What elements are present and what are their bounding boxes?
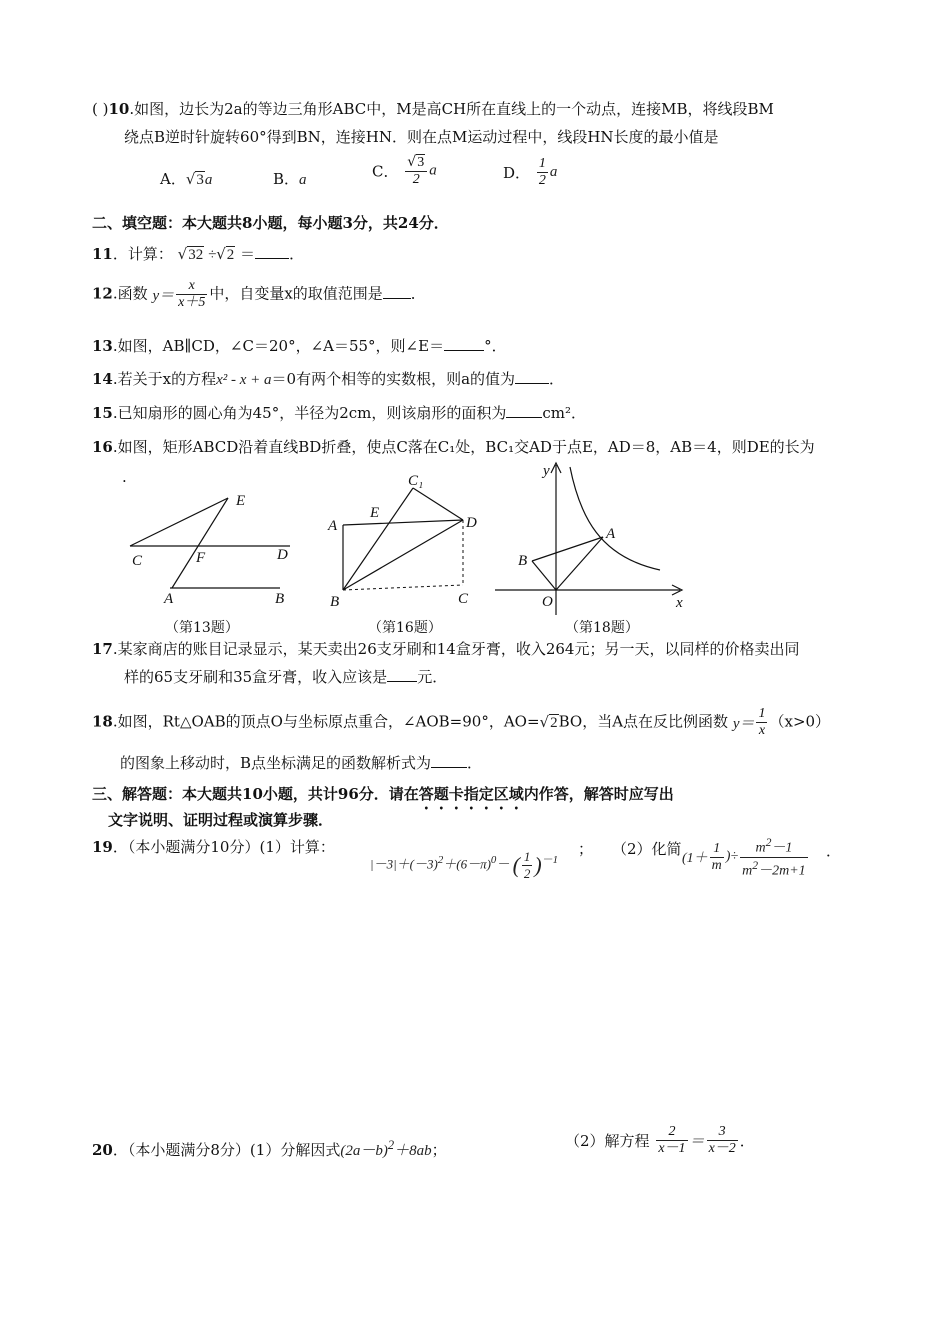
q10-number: 10 [108,100,130,118]
q17: 17.某家商店的账目记录显示，某天卖出26支牙刷和14盒牙膏，收入264元；另一天，以同样的价格卖出同 [92,640,800,658]
section3-title: 三、解答题：本大题共10小题，共计96分．请在答题卡指定区域内作答，解答时应写出 [92,785,674,803]
q14: 14.若关于x的方程x² - x + a＝0有两个相等的实数根，则a的值为 ． [92,370,565,388]
fig18-label-o: O [542,594,553,610]
section3-title-line2: 文字说明、证明过程或演算步骤． [108,811,334,829]
q17-line2: 样的65支牙刷和35盒牙膏，收入应该是 元． [124,668,448,686]
fig13-label-f: F [196,550,206,566]
q19-part2: （2）化简 [612,840,682,858]
fig18-label-x: x [676,595,683,611]
figure-16 [325,470,485,615]
q20: 20．（本小题满分8分）(1）分解因式$(2a-b)^2+8ab$； [92,1138,447,1159]
q19-expression-2: (1＋ $\frac{1}{m}$ )÷ $\frac{m^2-1}{m^2-2m+1}$ [682,836,806,879]
section2-title: 二、填空题：本大题共8小题，每小题3分，共24分． [92,214,449,232]
q13-answer-blank [444,336,484,351]
fig16-label-b: B [330,594,340,610]
fig18-caption: （第18题） [565,620,639,636]
q20-expression-1: $(2a-b)^2+8ab$ [340,1138,432,1159]
q17-answer-blank [387,667,417,682]
fig18-label-y: y [543,463,550,479]
fig18-label-b: B [518,553,528,569]
q15-answer-blank [506,403,542,418]
q16: 16.如图，矩形ABCD沿着直线BD折叠，使点C落在C₁处，BC₁交AD于点E，AD＝8，AB＝4，则DE的长为 [92,438,815,456]
q10-option-c: C． $\frac{√3}{2}$ a [372,154,437,187]
fig16-label-c1: C₁ [408,473,424,489]
fig13-label-d: D [277,547,288,563]
fig13-label-e: E [236,493,246,509]
q11-expression: √32 ÷√2 [177,245,235,263]
q10-option-b: B．a [273,170,307,188]
fig13-caption: （第13题） [165,620,239,636]
q20-part2: （2）解方程 $\frac{2}{x-1}$ ＝ $\frac{3}{x-2}$ ． [565,1124,755,1156]
q10-option-c-fraction: $\frac{√3}{2}$ [405,154,427,188]
q10-line1 [92,98,774,119]
q11: 11．计算： √32 ÷√2 ＝ ． [92,245,305,263]
q10-paren: ( ) [92,100,109,118]
q19-separator: ； [578,840,594,858]
q10-text-line1: .如图，边长为2a的等边三角形ABC中，M是高CH所在直线上的一个动点，连接MB，将线段BM [129,100,774,118]
fig16-label-d: D [466,515,477,531]
q10-option-d-fraction: $\frac{1}{2}$ [538,156,546,188]
q10-option-b-value: a [299,172,307,188]
q18-line2: 的图象上移动时，B点坐标满足的函数解析式为 ． [120,754,483,772]
q14-expression: x² - x + a [216,372,272,388]
q19: 19．（本小题满分10分）(1）计算： [92,838,335,856]
q18-answer-blank [431,753,467,768]
q13: 13.如图，AB∥CD，∠C＝20°，∠A＝55°，则∠E＝ °． [92,337,507,355]
q10-text-line2: 绕点B逆时针旋转60°得到BN，连接HN．则在点M运动过程中，线段HN长度的最小值是 [124,128,719,146]
q10-option-d: D． $\frac{1}{2}$ a [503,156,558,188]
q16-line2: . [122,468,127,486]
q18-function: y＝ [732,716,755,732]
q12-answer-blank [383,284,411,299]
q19-expression-1: $|-3|+(-3)^2+(6-\pi)^0-$ ( $\frac{1}{2}$ )$^{-1}$ [370,849,558,881]
q20-expression-2: $\frac{2}{x-1}$ [658,1124,686,1156]
fig13-label-a: A [164,591,174,607]
figure-18 [490,457,695,615]
q14-answer-blank [515,369,549,384]
q19-end: ． [826,842,842,860]
fig13-label-b: B [275,591,285,607]
q11-answer-blank [255,244,289,259]
section3-emphasis: 答题卡指定区域 [418,785,524,803]
q15: 15.已知扇形的圆心角为45°，半径为2cm，则该扇形的面积为 cm²． [92,404,587,422]
q12-expression: y＝ [152,288,175,304]
fig16-label-c: C [458,591,469,607]
fig16-caption: （第16题） [368,620,442,636]
fig16-label-e: E [370,505,380,521]
q12: 12.函数 y＝ $\frac{x}{x+5}$ 中，自变量x的取值范围是 ． [92,278,426,310]
q18: 18.如图，Rt△OAB的顶点O与坐标原点重合，∠AOB=90°，AO=√2BO，当A点在反比例函数 y＝ $\frac{1}{x}$ （x>0） [92,706,831,738]
fig16-label-a: A [328,518,338,534]
fig13-label-c: C [132,553,143,569]
figure-13 [120,485,310,615]
q10-option-a: A．√3a [160,170,213,188]
fig18-label-a: A [606,526,616,542]
